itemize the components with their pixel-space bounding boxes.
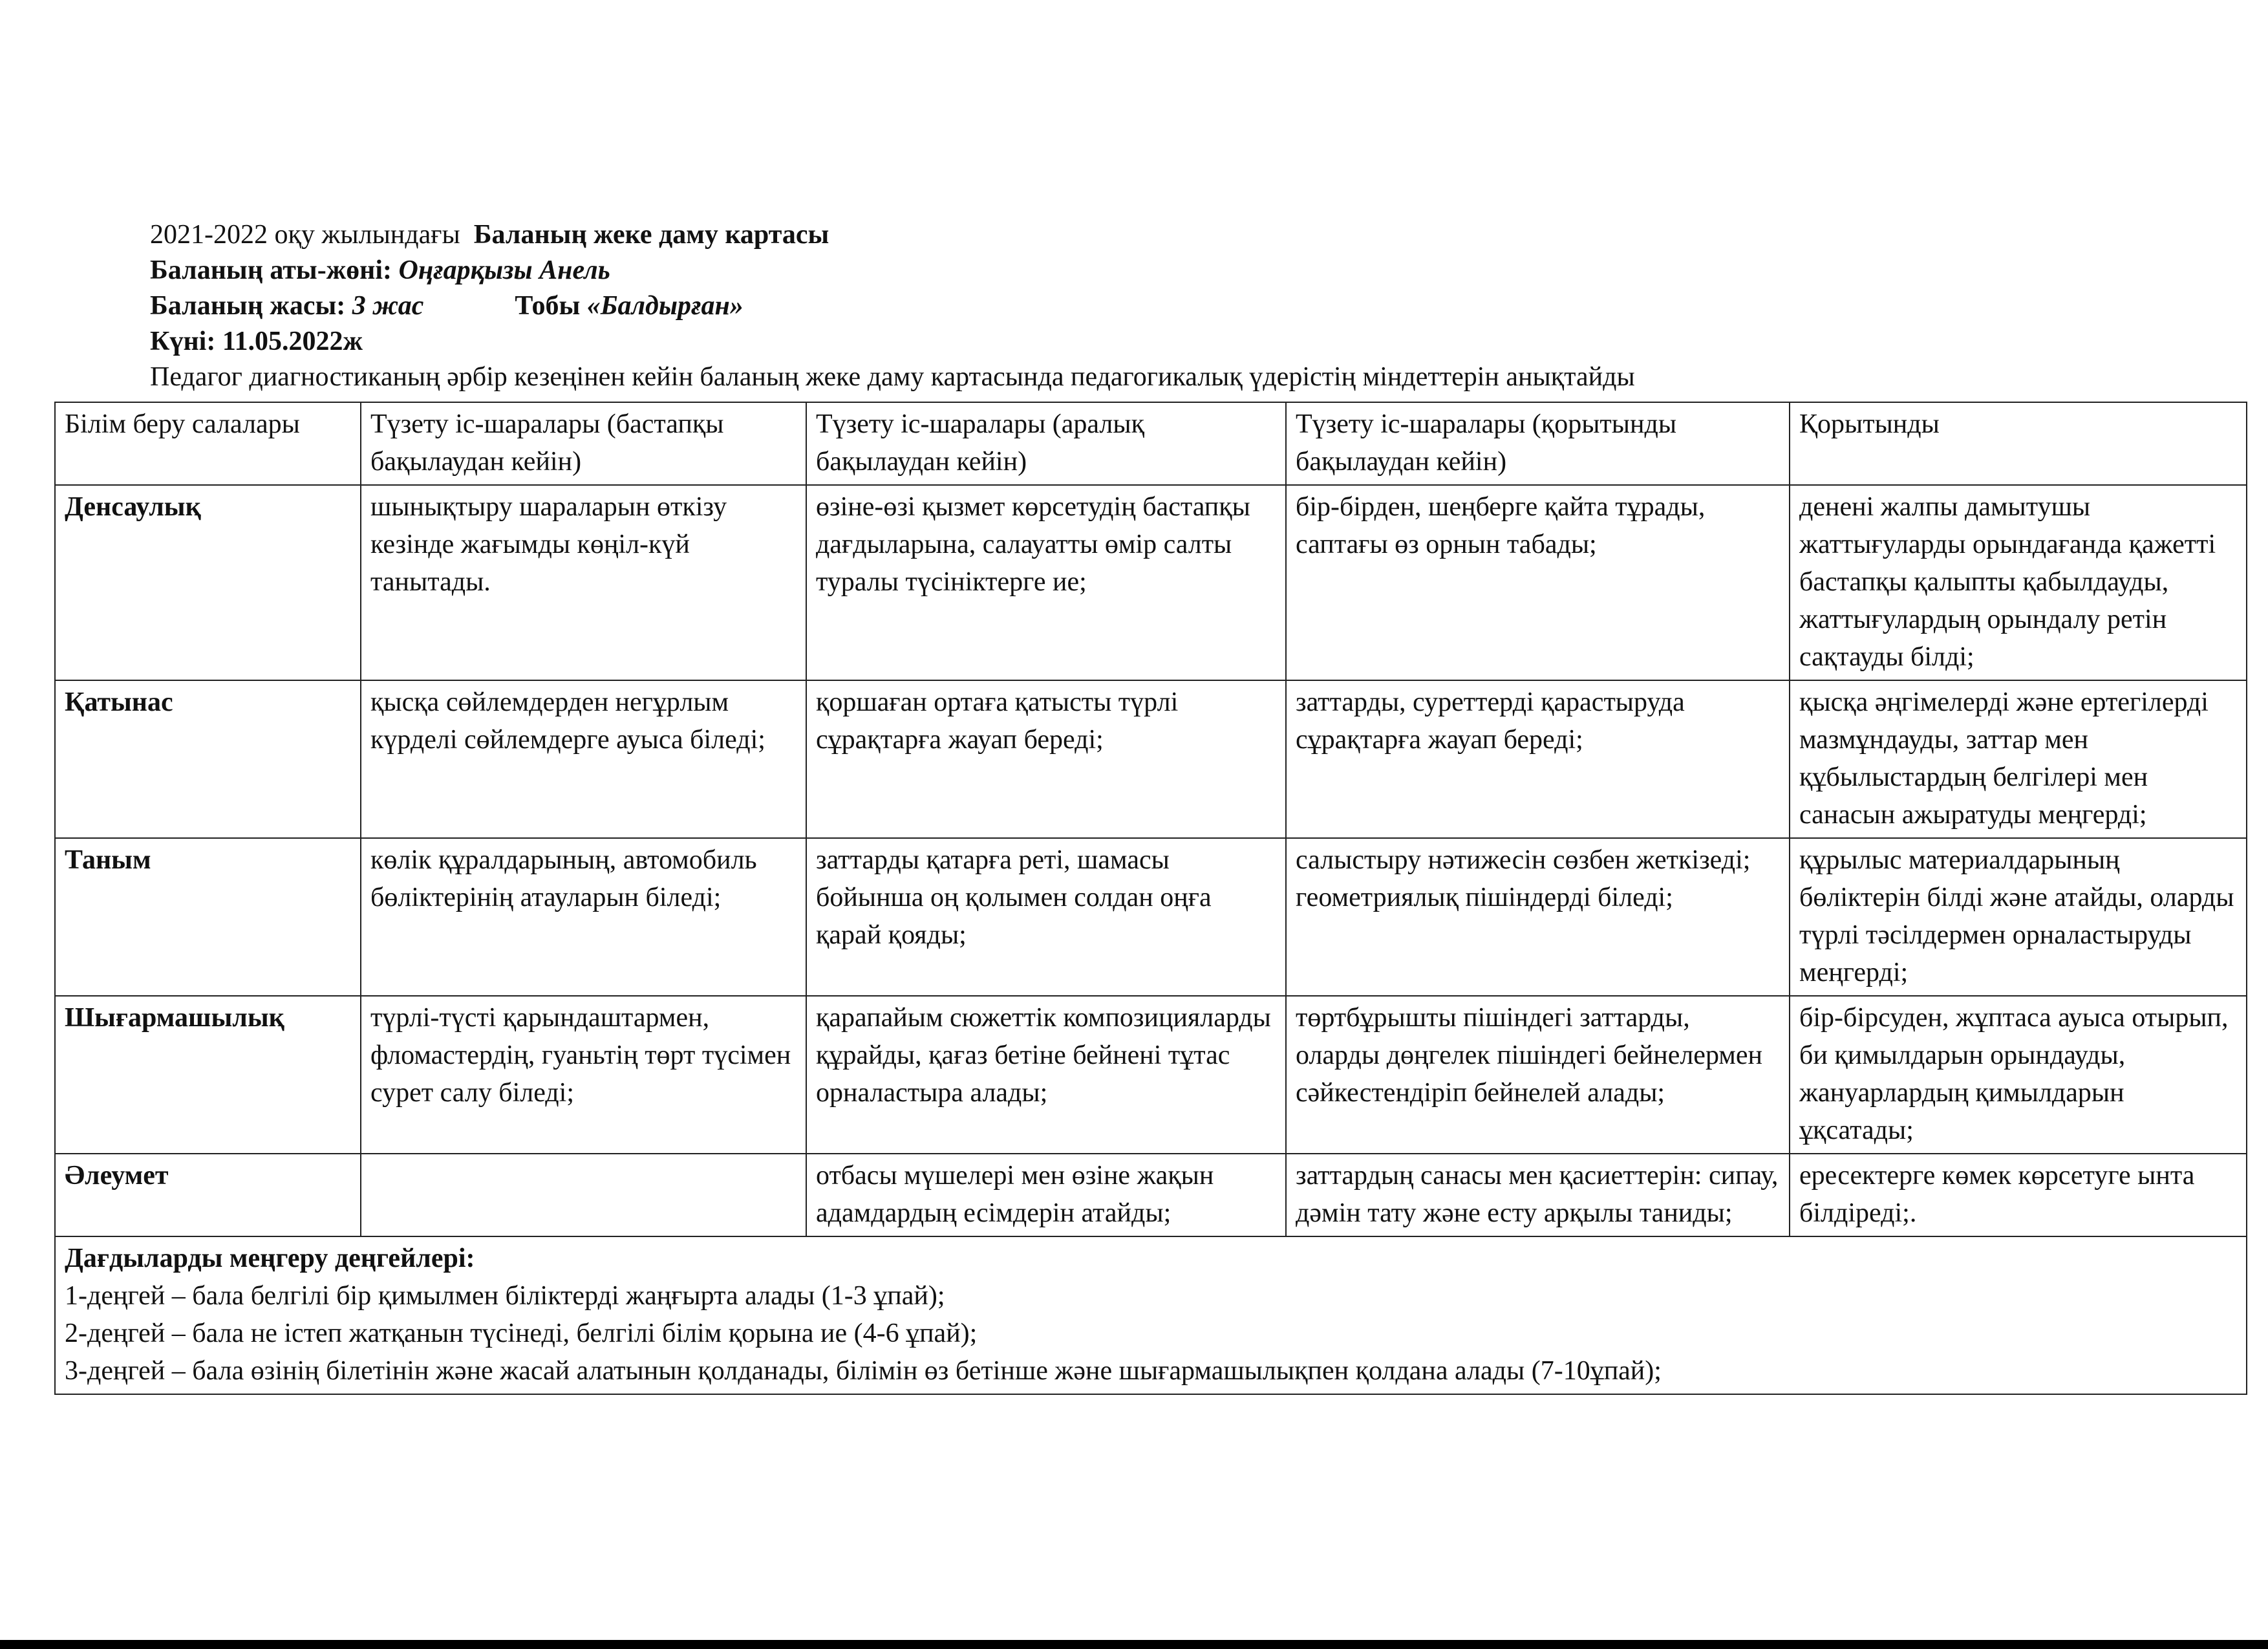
table-row xyxy=(55,996,2247,1154)
final-cell: салыстыру нәтижесін сөзбен жеткізеді; геометриялық пішіндерді біледі; xyxy=(1286,838,1790,996)
level-item: 3-деңгей – бала өзінің білетінін және жасай алатынын қолданады, білімін өз бетінше және шығармашылықпен қолдана алады (7-10ұпай); xyxy=(65,1356,1662,1386)
age-value: 3 жас xyxy=(352,291,424,321)
table-row xyxy=(55,1154,2247,1236)
date-line xyxy=(150,324,1635,360)
interim-cell: отбасы мүшелері мен өзіне жақын адамдардың есімдерін атайды; xyxy=(806,1154,1286,1236)
interim-cell: қоршаған ортаға қатысты түрлі сұрақтарға жауап береді; xyxy=(806,680,1286,838)
table-row xyxy=(55,838,2247,996)
table-row xyxy=(55,680,2247,838)
level-item: 2-деңгей – бала не істеп жатқанын түсінеді, белгілі білім қорына ие (4-6 ұпай); xyxy=(65,1319,978,1348)
child-name-line xyxy=(150,253,1635,288)
result-cell: құрылыс материалдарының бөліктерін білді және атайды, оларды түрлі тәсілдермен орналастыруды меңгерді; xyxy=(1790,838,2247,996)
final-cell: заттарды, суреттерді қарастыруда сұрақтарға жауап береді; xyxy=(1286,680,1790,838)
interim-cell: өзіне-өзі қызмет көрсетудің бастапқы дағдыларына, салауатты өмір салты туралы түсініктерге ие; xyxy=(806,485,1286,680)
group-label: Тобы xyxy=(515,291,581,321)
scan-bottom-edge xyxy=(0,1640,2268,1649)
intro-text: Педагог диагностиканың әрбір кезеңінен кейін баланың жеке даму картасында педагогикалық үдерістің міндеттерін анықтайды xyxy=(150,362,1635,392)
header-initial: Түзету іс-шаралары (бастапқы бақылаудан кейін) xyxy=(361,402,806,485)
header-result: Қорытынды xyxy=(1790,402,2247,485)
table-row xyxy=(55,485,2247,680)
initial-cell: қысқа сөйлемдерден негұрлым күрделі сөйлемдерге ауыса біледі; xyxy=(361,680,806,838)
age-label: Баланың жасы: xyxy=(150,291,346,321)
age-group-line xyxy=(150,288,1635,324)
date-label: Күні: xyxy=(150,327,216,356)
final-cell: заттардың санасы мен қасиеттерін: сипау, дәмін тату және есту арқылы таниды; xyxy=(1286,1154,1790,1236)
area-cell: Әлеумет xyxy=(55,1154,361,1236)
academic-year: 2021-2022 оқу жылындағы xyxy=(150,220,460,250)
card-title: Баланың жеке даму картасы xyxy=(473,220,829,250)
initial-cell: шынықтыру шараларын өткізу кезінде жағымды көңіл-күй танытады. xyxy=(361,485,806,680)
initial-cell xyxy=(361,1154,806,1236)
result-cell: қысқа әңгімелерді және ертегілерді мазмұндауды, заттар мен құбылыстардың белгілері мен санасын ажыратуды меңгерді; xyxy=(1790,680,2247,838)
header-interim: Түзету іс-шаралары (аралық бақылаудан кейін) xyxy=(806,402,1286,485)
initial-cell: түрлі-түсті қарындаштармен, фломастердің, гуаньтің төрт түсімен сурет салу біледі; xyxy=(361,996,806,1154)
initial-cell: көлік құралдарының, автомобиль бөліктерінің атауларын біледі; xyxy=(361,838,806,996)
levels-title: Дағдыларды меңгеру деңгейлері: xyxy=(65,1244,475,1273)
interim-cell: қарапайым сюжеттік композицияларды құрайды, қағаз бетіне бейнені тұтас орналастыра алады; xyxy=(806,996,1286,1154)
document-header xyxy=(150,217,1635,395)
area-cell: Таным xyxy=(55,838,361,996)
date-value: 11.05.2022ж xyxy=(222,327,363,356)
child-name-label: Баланың аты-жөні: xyxy=(150,255,392,285)
level-item: 1-деңгей – бала белгілі бір қимылмен біліктерді жаңғырта алады (1-3 ұпай); xyxy=(65,1281,945,1311)
result-cell: бір-бірсуден, жұптаса ауыса отырып, би қимылдарын орындауды, жануарлардың қимылдарын ұқсатады; xyxy=(1790,996,2247,1154)
area-cell: Шығармашылық xyxy=(55,996,361,1154)
interim-cell: заттарды қатарға реті, шамасы бойынша оң қолымен солдан оңға қарай қояды; xyxy=(806,838,1286,996)
result-cell: денені жалпы дамытушы жаттығуларды орындағанда қажетті бастапқы қалыпты қабылдауды, жаттығулардың орындалу ретін сақтауды білді; xyxy=(1790,485,2247,680)
title-line xyxy=(150,217,1635,253)
final-cell: бір-бірден, шеңберге қайта тұрады, саптағы өз орнын табады; xyxy=(1286,485,1790,680)
levels-row xyxy=(55,1236,2247,1394)
group-value: «Балдырған» xyxy=(586,291,744,321)
header-area: Білім беру салалары xyxy=(55,402,361,485)
result-cell: ересектерге көмек көрсетуге ынта білдіреді;. xyxy=(1790,1154,2247,1236)
child-name-value: Оңғарқызы Анель xyxy=(398,255,610,285)
levels-cell xyxy=(55,1236,2247,1394)
final-cell: төртбұрышты пішіндегі заттарды, оларды дөңгелек пішіндегі бейнелермен сәйкестендіріп бейнелей алады; xyxy=(1286,996,1790,1154)
area-cell: Қатынас xyxy=(55,680,361,838)
header-final: Түзету іс-шаралары (қорытынды бақылаудан кейін) xyxy=(1286,402,1790,485)
area-cell: Денсаулық xyxy=(55,485,361,680)
development-map-table xyxy=(54,402,2247,1395)
table-header-row xyxy=(55,402,2247,485)
